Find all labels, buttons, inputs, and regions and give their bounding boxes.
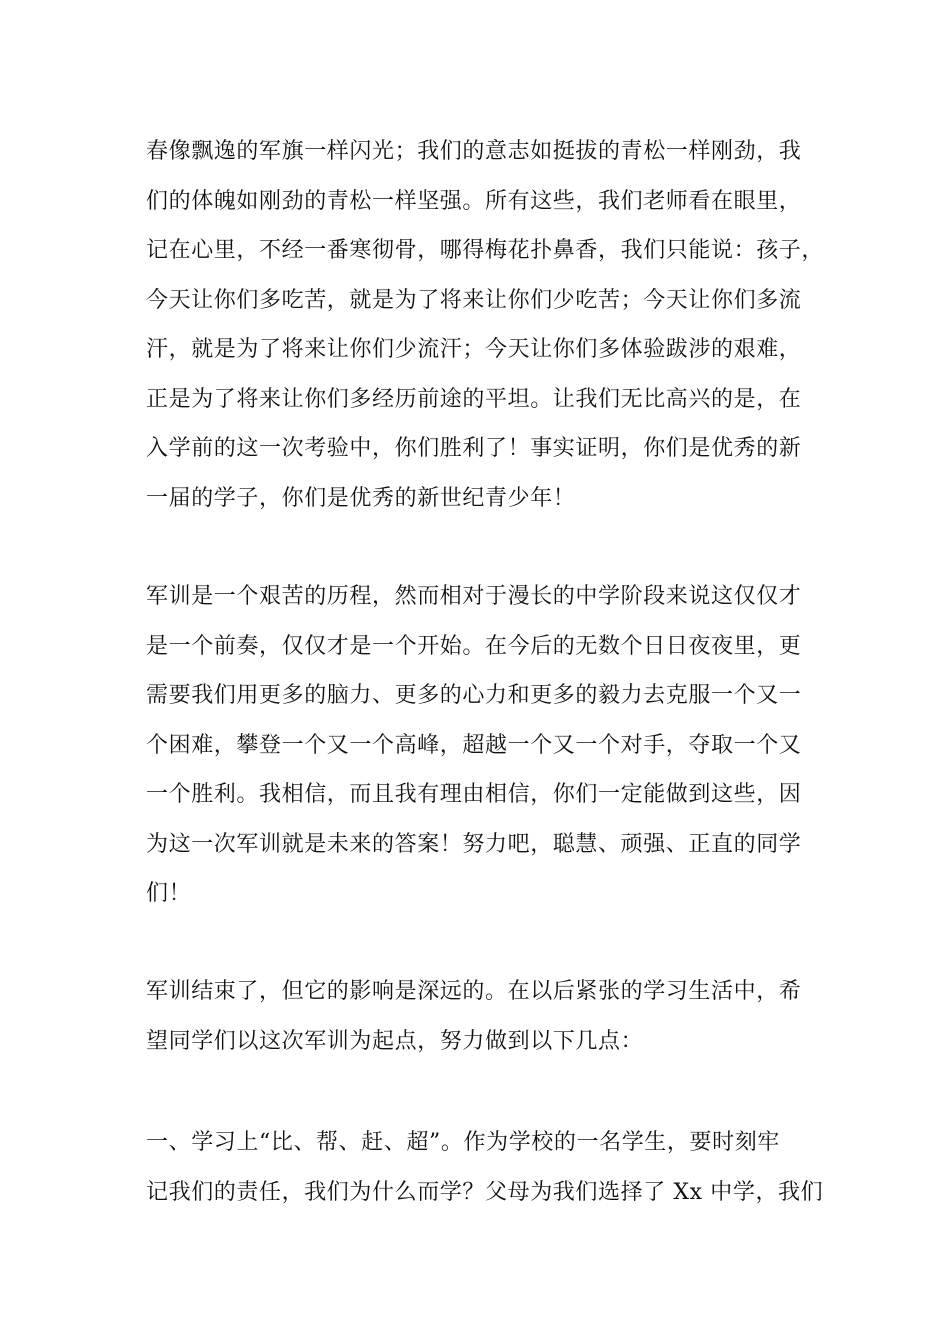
text-line: 春像飘逸的军旗一样闪光；我们的意志如挺拔的青松一样刚劲，我 <box>146 139 802 164</box>
text-line: 是一个前奏，仅仅才是一个开始。在今后的无数个日日夜夜里，更 <box>146 634 802 659</box>
text-line: 们的体魄如刚劲的青松一样坚强。所有这些，我们老师看在眼里， <box>146 189 802 214</box>
text-line: 今天让你们多吃苦，就是为了将来让你们少吃苦；今天让你们多流 <box>146 288 802 313</box>
text-line: 记我们的责任，我们为什么而学？父母为我们选择了 Xx 中学，我们 <box>146 1180 824 1205</box>
text-line: 需要我们用更多的脑力、更多的心力和更多的毅力去克服一个又一 <box>146 683 802 708</box>
text-line: 一届的学子，你们是优秀的新世纪青少年！ <box>146 486 576 511</box>
text-line: 汗，就是为了将来让你们少流汗；今天让你们多体验跋涉的艰难， <box>146 337 802 362</box>
text-line: 个困难，攀登一个又一个高峰，超越一个又一个对手，夺取一个又 <box>146 733 802 758</box>
text-line: 军训是一个艰苦的历程，然而相对于漫长的中学阶段来说这仅仅才 <box>146 584 802 609</box>
text-line: 军训结束了，但它的影响是深远的。在以后紧张的学习生活中，希 <box>146 979 802 1004</box>
text-line: 们！ <box>146 881 192 906</box>
text-line: 一个胜利。我相信，而且我有理由相信，你们一定能做到这些，因 <box>146 782 802 807</box>
text-line: 一、学习上“比、帮、赶、超”。作为学校的一名学生，要时刻牢 <box>146 1130 780 1155</box>
text-line: 记在心里，不经一番寒彻骨，哪得梅花扑鼻香，我们只能说：孩子， <box>146 238 825 263</box>
text-line: 正是为了将来让你们多经历前途的平坦。让我们无比高兴的是，在 <box>146 387 802 412</box>
text-line: 入学前的这一次考验中，你们胜利了！事实证明，你们是优秀的新 <box>146 436 802 461</box>
text-line: 望同学们以这次军训为起点，努力做到以下几点： <box>146 1029 644 1054</box>
text-line: 为这一次军训就是未来的答案！努力吧，聪慧、顽强、正直的同学 <box>146 832 802 857</box>
